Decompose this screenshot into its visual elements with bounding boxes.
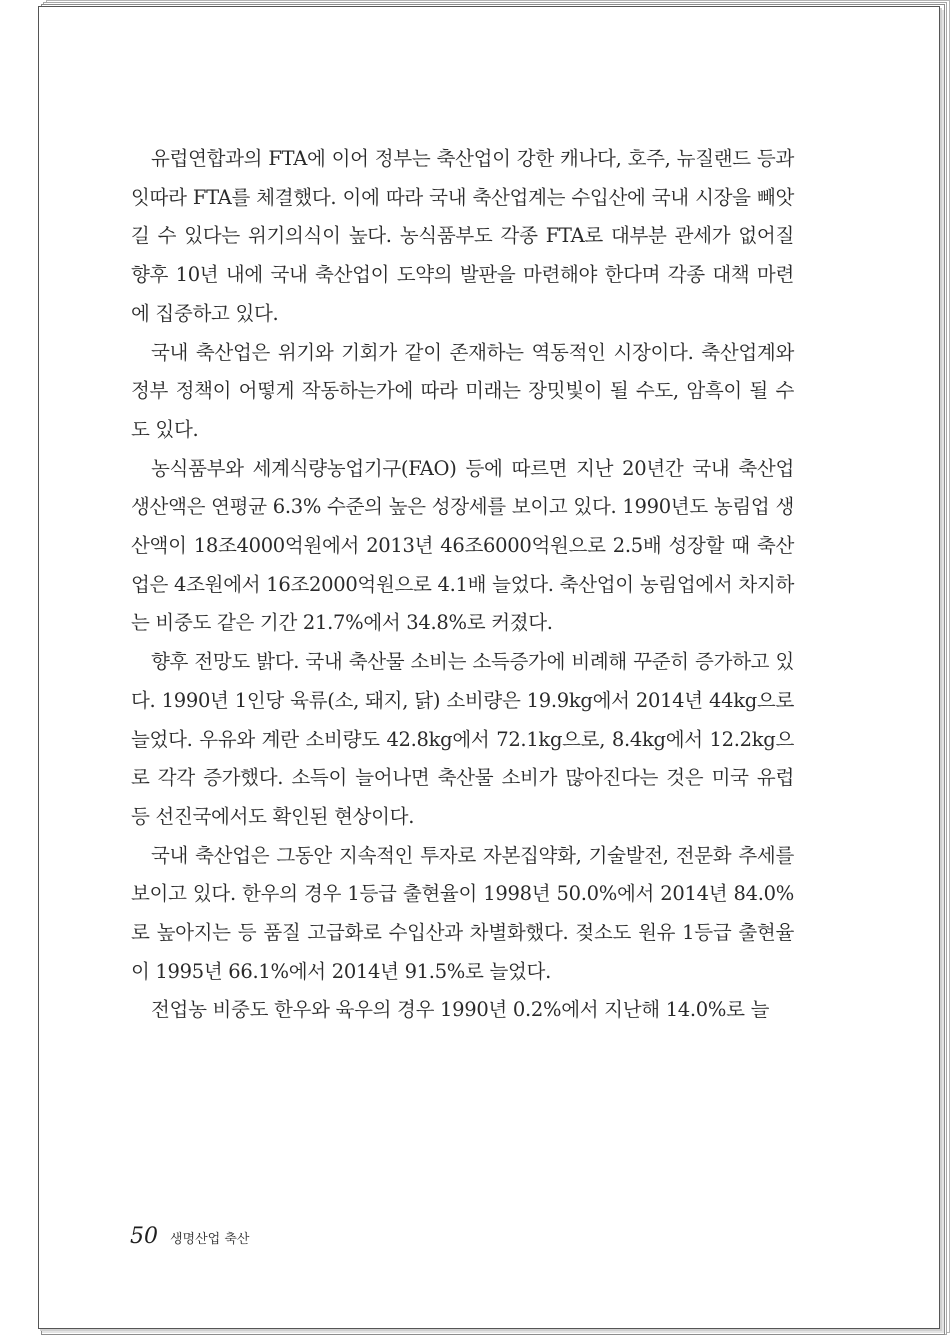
page-number: 50 [130, 1224, 158, 1249]
paragraph-production: 농식품부와 세계식량농업기구(FAO) 등에 따르면 지난 20년간 국내 축산업 생산액은 연평균 6.3% 수준의 높은 성장세를 보이고 있다. 1990년도 농림업 생산액이 18조4000억원에서 2013년 46조6000억원으로 2.5배 성장할 때 축산업은 4조원에서 16조2000억원으로 4.1배 늘었다. 축산업이 농림업에서 차지하는 비중도 같은 기간 21.7%에서 34.8%로 커졌다. [131, 456, 794, 635]
page-footer [130, 1224, 249, 1249]
paragraph-quality: 국내 축산업은 그동안 지속적인 투자로 자본집약화, 기술발전, 전문화 추세를 보이고 있다. 한우의 경우 1등급 출현율이 1998년 50.0%에서 2014년 84.0%로 높아지는 등 품질 고급화로 수입산과 차별화했다. 젖소도 원유 1등급 출현율이 1995년 66.1%에서 2014년 91.5%로 늘었다. [131, 843, 794, 983]
paragraph-market: 국내 축산업은 위기와 기회가 같이 존재하는 역동적인 시장이다. 축산업계와 정부 정책이 어떻게 작동하는가에 따라 미래는 장밋빛이 될 수도, 암흑이 될 수도 있다. [131, 340, 794, 441]
running-title: 생명산업 축산 [170, 1232, 250, 1247]
paragraph-outlook: 향후 전망도 밝다. 국내 축산물 소비는 소득증가에 비례해 꾸준히 증가하고 있다. 1990년 1인당 육류(소, 돼지, 닭) 소비량은 19.9kg에서 2014년 44kg으로 늘었다. 우유와 계란 소비량도 42.8kg에서 72.1kg으로, 8.4kg에서 12.2kg으로 각각 증가했다. 소득이 늘어나면 축산물 소비가 많아진다는 것은 미국 유럽 등 선진국에서도 확인된 현상이다. [131, 650, 794, 828]
body-text [131, 140, 794, 1030]
paragraph-fta: 유럽연합과의 FTA에 이어 정부는 축산업이 강한 캐나다, 호주, 뉴질랜드 등과 잇따라 FTA를 체결했다. 이에 따라 국내 축산업계는 수입산에 국내 시장을 빼앗길 수 있다는 위기의식이 높다. 농식품부도 각종 FTA로 대부분 관세가 없어질 향후 10년 내에 국내 축산업이 도약의 발판을 마련해야 한다며 각종 대책 마련에 집중하고 있다. [131, 147, 794, 325]
paragraph-fulltime-farms: 전업농 비중도 한우와 육우의 경우 1990년 0.2%에서 지난해 14.0%로 늘 [151, 998, 770, 1022]
